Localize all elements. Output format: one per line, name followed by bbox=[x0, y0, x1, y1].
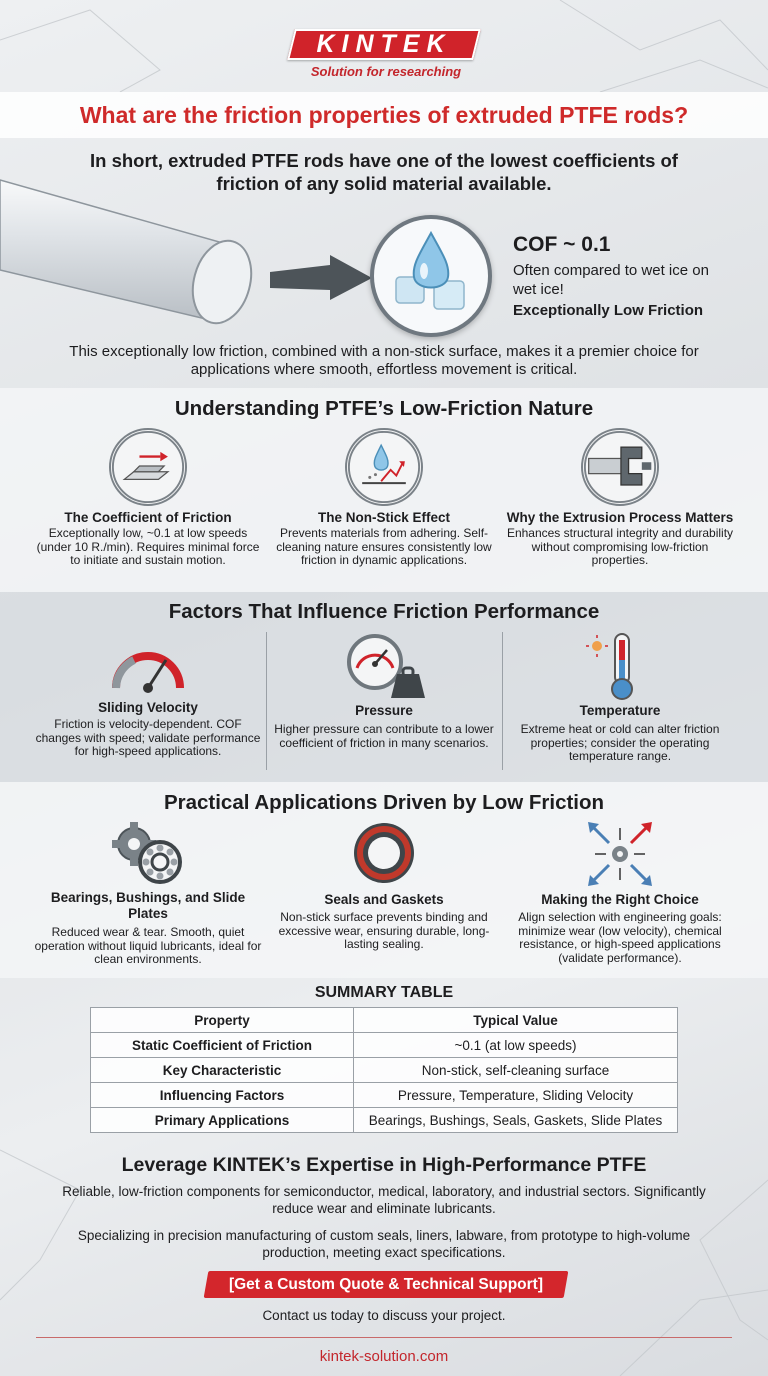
understanding-body: Exceptionally low, ~0.1 at low speeds (under 10 R./min). Requires minimal force to initiate and sustain motion. bbox=[36, 526, 260, 567]
factor-title: Temperature bbox=[579, 703, 661, 718]
application-body: Non-stick surface prevents binding and excessive wear, ensuring durable, long-lasting sealing. bbox=[278, 910, 490, 951]
seal-ring-icon bbox=[351, 820, 417, 891]
contact-text: Contact us today to discuss your project. bbox=[262, 1308, 506, 1323]
cof-tag: Exceptionally Low Friction bbox=[513, 302, 704, 319]
water-drop-icon bbox=[345, 428, 423, 506]
summary-heading: SUMMARY TABLE bbox=[314, 984, 454, 1001]
table-row bbox=[91, 1058, 678, 1083]
factors-section bbox=[0, 592, 768, 782]
extrusion-die-icon bbox=[581, 428, 659, 506]
factors-heading: Factors That Influence Friction Performance bbox=[168, 600, 600, 623]
application-title: Bearings, Bushings, and Slide Plates bbox=[50, 890, 246, 921]
sliding-block-icon bbox=[109, 428, 187, 506]
understanding-item-nonstick bbox=[269, 428, 499, 588]
application-title: Making the Right Choice bbox=[541, 892, 699, 907]
understanding-body: Enhances structural integrity and durability without compromising low-friction properties. bbox=[506, 526, 734, 567]
table-cell-property: Static Coefficient of Friction bbox=[91, 1033, 354, 1058]
table-cell-property: Key Characteristic bbox=[91, 1058, 354, 1083]
table-cell-value: ~0.1 (at low speeds) bbox=[354, 1033, 678, 1058]
factor-item-pressure bbox=[269, 632, 499, 780]
factor-body: Extreme heat or cold can alter friction properties; consider the operating temperature range. bbox=[520, 722, 720, 763]
ptfe-rod-illustration bbox=[0, 160, 380, 360]
factor-item-temperature bbox=[505, 632, 735, 780]
understanding-section bbox=[0, 388, 768, 592]
factor-body: Friction is velocity-dependent. COF changes with speed; validate performance for high-speed applications. bbox=[35, 717, 261, 758]
water-drop-ice-icon bbox=[370, 215, 492, 337]
footer-paragraph: Specializing in precision manufacturing of custom seals, liners, labware, from prototype to high-volume production, meeting exact specifications. bbox=[77, 1228, 691, 1260]
footer-divider bbox=[36, 1337, 732, 1338]
application-body: Reduced wear & tear. Smooth, quiet operation without liquid lubricants, ideal for clean environments. bbox=[34, 925, 262, 966]
understanding-title: The Non-Stick Effect bbox=[317, 510, 450, 525]
applications-heading: Practical Applications Driven by Low Friction bbox=[163, 791, 605, 814]
understanding-item-extrusion bbox=[505, 428, 735, 588]
footer-paragraph: Reliable, low-friction components for semiconductor, medical, laboratory, and industrial sectors. Significantly reduce wear and eliminate lubricants. bbox=[62, 1184, 706, 1216]
footer-heading: Leverage KINTEK’s Expertise in High-Performance PTFE bbox=[121, 1154, 647, 1176]
factor-body: Higher pressure can contribute to a lower coefficient of friction in many scenarios. bbox=[274, 722, 494, 750]
table-cell-property: Primary Applications bbox=[91, 1108, 354, 1133]
application-item-bearings bbox=[33, 820, 263, 976]
table-cell-value: Bearings, Bushings, Seals, Gaskets, Slide Plates bbox=[354, 1108, 678, 1133]
gear-bearing-icon bbox=[110, 820, 186, 891]
table-row bbox=[91, 1033, 678, 1058]
factor-item-velocity bbox=[33, 632, 263, 780]
table-header-value: Typical Value bbox=[354, 1008, 678, 1033]
application-body: Align selection with engineering goals: minimize wear (low velocity), chemical resistance, or high-speed applications (validate performance). bbox=[518, 910, 722, 965]
application-item-choice bbox=[505, 820, 735, 976]
summary-table bbox=[90, 1007, 678, 1133]
understanding-body: Prevents materials from adhering. Self-cleaning nature ensures consistently low friction in dynamic applications. bbox=[276, 526, 492, 567]
cof-description: Often compared to wet ice on wet ice! bbox=[513, 262, 709, 298]
column-divider bbox=[502, 632, 503, 770]
table-header-row bbox=[91, 1008, 678, 1033]
title-band bbox=[0, 92, 768, 138]
quote-cta-button[interactable]: [Get a Custom Quote & Technical Support] bbox=[228, 1276, 544, 1293]
application-item-seals bbox=[269, 820, 499, 976]
column-divider bbox=[266, 632, 267, 770]
factor-title: Pressure bbox=[355, 703, 413, 718]
thermometer-icon bbox=[585, 632, 655, 705]
intro-lead: In short, extruded PTFE rods have one of the lowest coefficients of friction of any solid material available. bbox=[90, 150, 678, 194]
table-header-property: Property bbox=[91, 1008, 354, 1033]
table-row bbox=[91, 1108, 678, 1133]
intro-body: This exceptionally low friction, combined with a non-stick surface, makes it a premier choice for applications where smooth, effortless movement is critical. bbox=[69, 343, 699, 378]
brand-tagline: Solution for researching bbox=[310, 64, 462, 79]
speedometer-icon bbox=[108, 634, 188, 699]
understanding-item-coefficient bbox=[33, 428, 263, 588]
applications-section bbox=[0, 782, 768, 978]
decision-arrows-icon bbox=[585, 820, 655, 893]
table-cell-value: Pressure, Temperature, Sliding Velocity bbox=[354, 1083, 678, 1108]
table-row bbox=[91, 1083, 678, 1108]
factor-title: Sliding Velocity bbox=[98, 700, 198, 715]
pressure-gauge-icon bbox=[341, 632, 427, 703]
application-title: Seals and Gaskets bbox=[324, 892, 444, 907]
logo-text[interactable]: KINTEK bbox=[316, 30, 452, 58]
cof-value: COF ~ 0.1 bbox=[513, 233, 611, 256]
website-link[interactable]: kintek-solution.com bbox=[319, 1348, 449, 1365]
table-cell-property: Influencing Factors bbox=[91, 1083, 354, 1108]
page-title: What are the friction properties of extruded PTFE rods? bbox=[79, 101, 689, 128]
understanding-heading: Understanding PTFE’s Low-Friction Nature bbox=[174, 397, 594, 420]
header bbox=[0, 0, 768, 92]
understanding-title: Why the Extrusion Process Matters bbox=[506, 510, 734, 525]
understanding-title: The Coefficient of Friction bbox=[64, 510, 232, 525]
table-cell-value: Non-stick, self-cleaning surface bbox=[354, 1058, 678, 1083]
